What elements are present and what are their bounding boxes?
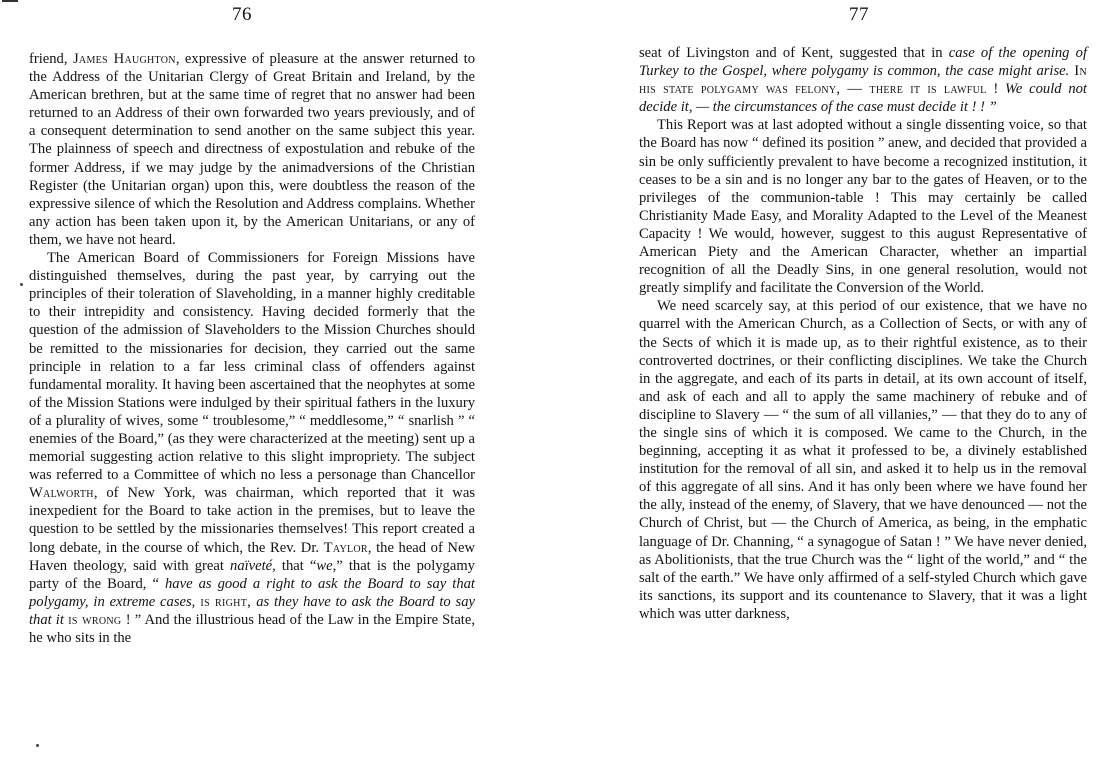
- paragraph: [639, 44, 1087, 116]
- paragraph: [29, 249, 475, 647]
- text-run: Walworth: [29, 485, 94, 502]
- text-run: We could not decide it, — the circumstances of the case must decide it ! ! ”: [639, 81, 1087, 116]
- text-run: , of New York, was chairman, which reported that it was inexpedient for the Board to take action in the premises, but to leave the question to be settled by the missionaries themselves! This report created a long debate, in the course of which, the Rev. Dr.: [29, 485, 475, 556]
- text-run: ! ” And the illustrious head of the Law in the Empire State, he who sits in the: [29, 611, 475, 646]
- text-run: is right,: [195, 593, 257, 610]
- text-run: ,” that is the polygamy party of the Board, “: [29, 557, 475, 592]
- text-run: , that “: [272, 557, 317, 574]
- page-body: [639, 44, 1087, 623]
- text-run: !: [986, 81, 1006, 98]
- text-run: We need scarcely say, at this period of our existence, that we have no quarrel with the American Church, as a Collection of Sects, or with any of the Sects of which it is made up, as to their rightful existence, as to their controverted doctrines, or their conflicting disciplines. We take the Church in the aggregate, and each of its parts in detail, at its own account of itself, and ask of each and all to apply the same machinery of rebuke and of discipline to Slavery — “ the sum of all villanies,” — that they do to any of the single sins of which it is composed. We came to the Church, in the beginning, accepting it as what it professed to be, a divinely established institution for the removal of all sin, and asked it to help us in the removal of this aggregate of all sins. And it has only been where we have found her the ally, instead of the enemy, of Slavery, that we have denounced — not the Church of Christ, but — the Church of America, as being, in the emphatic language of Dr. Channing, “ a synagogue of Satan ! ” We have never denied, as Abolitionists, that the true Church was the “ light of the world,” and “ the salt of the earth.” We have only affirmed of a self-styled Church which gave its sanctions, its support and its countenance to Slavery, that it was a light which was utter darkness,: [639, 298, 1087, 622]
- text-run: as they have to ask the Board to say that it: [29, 593, 475, 628]
- paragraph: [29, 50, 475, 249]
- text-run: , expressive of pleasure at the answer returned to the Address of the Unitarian Clergy of Great Britain and Ireland, by the American brethren, but at the same time of regret that no answer had been returned to an Address of their own forwarded two years previously, and of a consequent determination to send another on the same subject this year. The plainness of speech and directness of expostulation and rebuke of the former Address, if we may judge by the animadversions of the Christian Register (the Unitarian organ) upon this, were doubtless the reason of the expressive silence of which the Resolution and Address complains. Whether any action has been taken upon it, by the American Unitarians, or any of them, we have not heard.: [29, 51, 476, 248]
- text-run: seat of Livingston and of Kent, suggested that in: [639, 45, 949, 61]
- text-run: The American Board of Commissioners for Foreign Missions have distinguished themselves, during the past year, by carrying out the principles of their toleration of Slaveholding, in a manner highly creditable to their intrepidity and consistency. Having decided formerly that the question of the admission of Slaveholders to the Mission Churches should be remitted to the missionaries for decision, they carried out the same principle in relation to a far less criminal class of offenders against fundamental morality. It having been ascertained that the neophytes at some of the Mission Stations were indulged by their spiritual fathers in the luxury of a plurality of wives, some “ troublesome,” “ meddlesome,” “ snarlish ” “ enemies of the Board,” (as they were characterized at the meeting) sent up a memorial suggesting action relative to this slight impropriety. The subject was referred to a Committee of which no less a personage than Chancellor: [29, 250, 475, 484]
- text-run: , the head of New Haven theology, said with great: [29, 539, 475, 574]
- text-run: James Haughton: [72, 51, 176, 67]
- text-run: is wrong: [63, 611, 126, 628]
- text-run: case of the opening of Turkey to the Gospel, where polygamy is common, the case might arise.: [639, 45, 1087, 80]
- paragraph: [639, 116, 1087, 297]
- page-body: [29, 50, 475, 647]
- page-number: 76: [232, 4, 252, 25]
- text-run: friend,: [29, 51, 73, 67]
- text-run: Taylor: [323, 539, 368, 556]
- right-page: [560, 0, 1100, 766]
- text-run: In his state polygamy was felony, — there it is lawful: [639, 63, 1087, 98]
- paragraph: [639, 297, 1087, 623]
- left-page: [0, 0, 540, 766]
- text-run: naïveté: [230, 557, 273, 574]
- text-run: we: [316, 557, 333, 574]
- margin-speck: [20, 283, 23, 286]
- page-number: 77: [849, 4, 869, 25]
- text-run: This Report was at last adopted without a single dissenting voice, so that the Board has now “ defined its position ” anew, and decided that provided a sin be only sufficiently prevalent to have become a recognized institution, it ceases to be a sin and is no longer any bar to the gates of Heaven, or to the privileges of the communion-table ! This may certainly be called Christianity Made Easy, and Morality Adapted to the Level of the Meanest Capacity ! We would, however, suggest to this august Representative of American Piety and the American Character, whether an impartial recognition of all the Deadly Sins, in one general resolution, would not greatly simplify and facilitate the Conversion of the World.: [639, 117, 1087, 297]
- text-run: have as good a right to ask the Board to say that polygamy, in extreme cases,: [29, 575, 475, 610]
- margin-speck: [36, 744, 39, 747]
